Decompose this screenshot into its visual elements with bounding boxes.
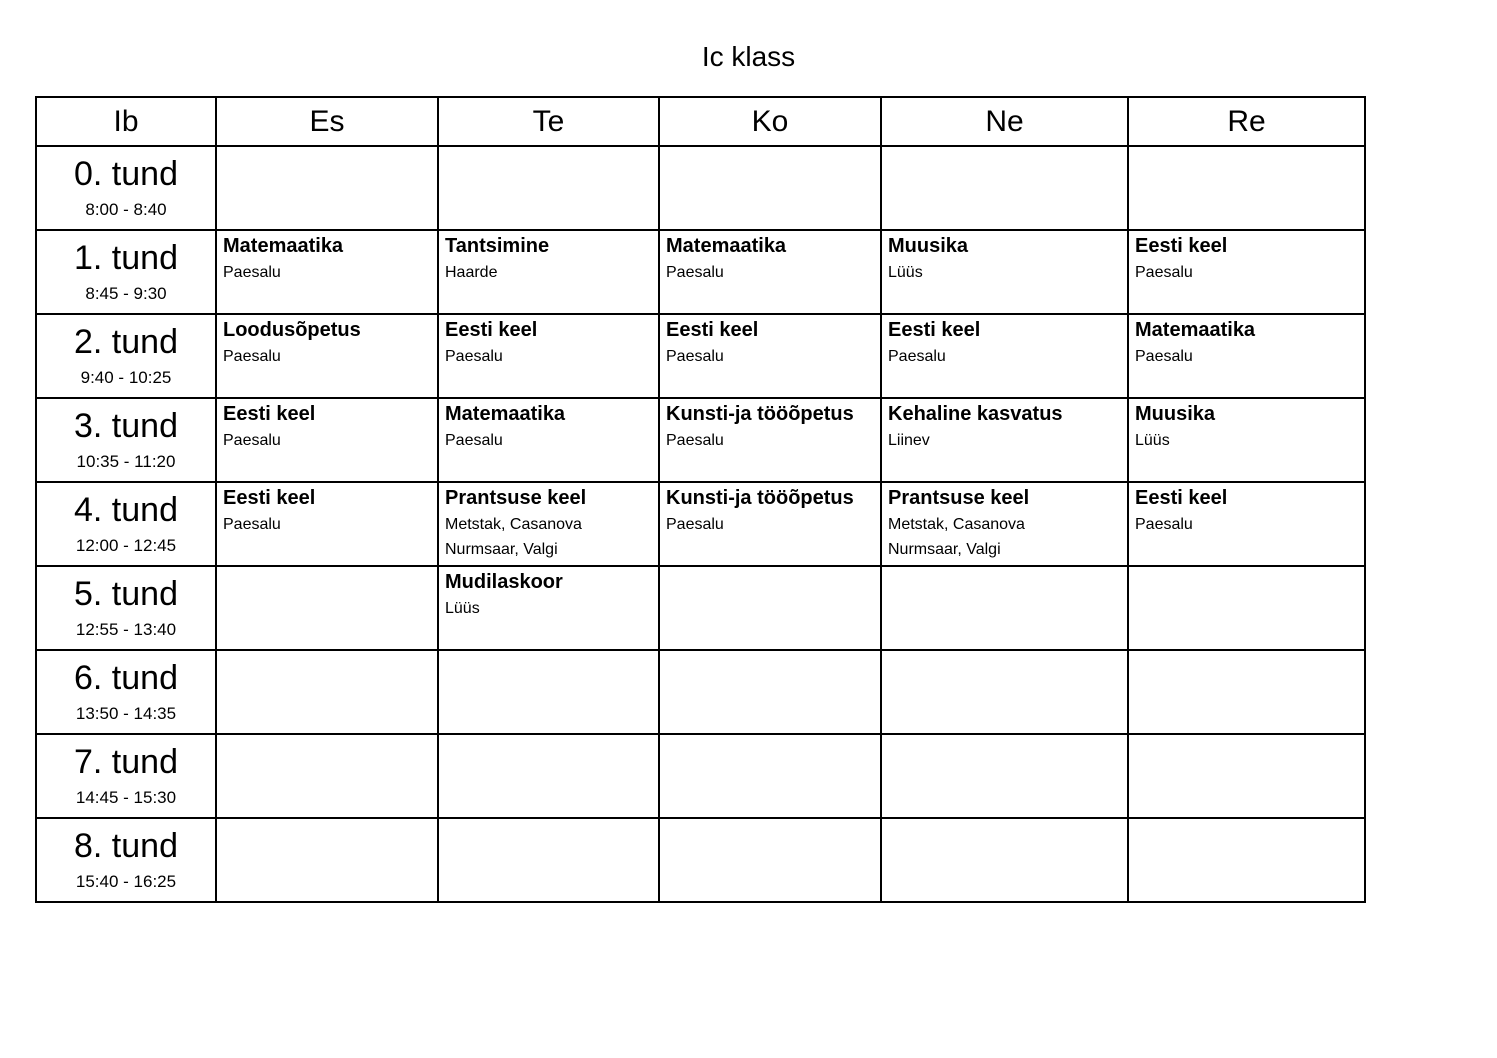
teacher-name: Nurmsaar, Valgi [445, 541, 558, 558]
period-time: 12:00 - 12:45 [75, 536, 177, 555]
period-cell [36, 398, 216, 482]
lesson-cell [881, 650, 1128, 734]
lesson-cell [881, 482, 1128, 566]
lesson-cell [438, 818, 659, 902]
subject-name: Eesti keel [445, 319, 538, 341]
corner-header: Ib [36, 97, 216, 146]
lesson-cell [881, 398, 1128, 482]
lesson-cell [438, 230, 659, 314]
subject-name: Loodusõpetus [223, 319, 361, 341]
period-label: 8. tund [74, 827, 178, 865]
teacher-name: Metstak, Casanova [445, 516, 582, 533]
teacher-name: Paesalu [1135, 264, 1193, 281]
subject-name: Eesti keel [223, 403, 316, 425]
lesson-cell [216, 398, 438, 482]
timetable-row [36, 650, 1365, 734]
lesson-cell [881, 734, 1128, 818]
period-time: 13:50 - 14:35 [75, 704, 177, 723]
teacher-name: Paesalu [666, 264, 724, 281]
lesson-cell [216, 818, 438, 902]
lesson-cell [216, 230, 438, 314]
teacher-name: Paesalu [1135, 348, 1193, 365]
lesson-cell [659, 230, 881, 314]
period-wrap [37, 231, 215, 311]
header-row [36, 97, 1365, 146]
subject-name: Matemaatika [1135, 319, 1256, 341]
subject-name: Eesti keel [888, 319, 981, 341]
subject-name: Muusika [888, 235, 969, 257]
lesson-cell [1128, 566, 1365, 650]
period-wrap [37, 147, 215, 227]
timetable-row [36, 398, 1365, 482]
teacher-name: Metstak, Casanova [888, 516, 1025, 533]
lesson-cell [216, 566, 438, 650]
subject-name: Muusika [1135, 403, 1216, 425]
timetable [35, 96, 1366, 903]
lesson-cell [881, 818, 1128, 902]
lesson-cell [881, 566, 1128, 650]
teacher-name: Paesalu [223, 432, 281, 449]
lesson-cell [1128, 314, 1365, 398]
lesson-cell [216, 146, 438, 230]
lesson-cell [881, 230, 1128, 314]
period-cell [36, 230, 216, 314]
lesson-cell [216, 650, 438, 734]
period-cell [36, 818, 216, 902]
period-wrap [37, 819, 215, 899]
period-cell [36, 734, 216, 818]
lesson-cell [659, 146, 881, 230]
subject-name: Mudilaskoor [445, 571, 563, 593]
lesson-cell [881, 146, 1128, 230]
timetable-row [36, 566, 1365, 650]
lesson-cell [1128, 734, 1365, 818]
period-wrap [37, 735, 215, 815]
teacher-name: Lüüs [1135, 432, 1170, 449]
lesson-cell [438, 314, 659, 398]
lesson-cell [216, 482, 438, 566]
period-time: 12:55 - 13:40 [75, 620, 177, 639]
day-header-ne: Ne [881, 97, 1128, 146]
day-header-ko: Ko [659, 97, 881, 146]
timetable-row [36, 230, 1365, 314]
lesson-cell [438, 146, 659, 230]
period-time: 8:00 - 8:40 [85, 200, 167, 219]
teacher-name: Paesalu [223, 516, 281, 533]
teacher-name: Paesalu [445, 432, 503, 449]
timetable-row [36, 314, 1365, 398]
period-cell [36, 146, 216, 230]
period-wrap [37, 315, 215, 395]
lesson-cell [1128, 482, 1365, 566]
lesson-cell [659, 566, 881, 650]
lesson-cell [1128, 146, 1365, 230]
teacher-name: Paesalu [223, 264, 281, 281]
lesson-cell [438, 398, 659, 482]
teacher-name: Paesalu [666, 516, 724, 533]
subject-name: Tantsimine [445, 235, 550, 257]
timetable-row [36, 818, 1365, 902]
teacher-name: Paesalu [888, 348, 946, 365]
period-time: 8:45 - 9:30 [85, 284, 167, 303]
subject-name: Matemaatika [666, 235, 787, 257]
subject-name: Kunsti-ja tööõpetus [666, 403, 854, 425]
period-time: 14:45 - 15:30 [75, 788, 177, 807]
day-header-re: Re [1128, 97, 1365, 146]
day-header-es: Es [216, 97, 438, 146]
subject-name: Kehaline kasvatus [888, 403, 1063, 425]
period-cell [36, 314, 216, 398]
lesson-cell [1128, 398, 1365, 482]
period-time: 9:40 - 10:25 [80, 368, 172, 387]
period-label: 5. tund [74, 575, 178, 613]
lesson-cell [659, 650, 881, 734]
timetable-row [36, 482, 1365, 566]
subject-name: Kunsti-ja tööõpetus [666, 487, 854, 509]
teacher-name: Lüüs [888, 264, 923, 281]
teacher-name: Lüüs [445, 600, 480, 617]
period-label: 0. tund [74, 155, 178, 193]
subject-name: Eesti keel [1135, 235, 1228, 257]
period-cell [36, 482, 216, 566]
lesson-cell [438, 482, 659, 566]
period-label: 2. tund [74, 323, 178, 361]
period-cell [36, 650, 216, 734]
teacher-name: Nurmsaar, Valgi [888, 541, 1001, 558]
lesson-cell [1128, 230, 1365, 314]
period-label: 6. tund [74, 659, 178, 697]
lesson-cell [659, 734, 881, 818]
period-label: 4. tund [74, 491, 178, 529]
subject-name: Eesti keel [666, 319, 759, 341]
period-time: 10:35 - 11:20 [76, 452, 176, 471]
lesson-cell [881, 314, 1128, 398]
teacher-name: Paesalu [666, 432, 724, 449]
period-wrap [37, 483, 215, 563]
period-wrap [37, 399, 215, 479]
page-title: Ic klass [701, 41, 796, 72]
lesson-cell [659, 398, 881, 482]
teacher-name: Paesalu [445, 348, 503, 365]
lesson-cell [438, 566, 659, 650]
subject-name: Eesti keel [223, 487, 316, 509]
period-wrap [37, 567, 215, 647]
period-time: 15:40 - 16:25 [75, 872, 177, 891]
period-wrap [37, 651, 215, 731]
period-label: 1. tund [74, 239, 178, 277]
teacher-name: Paesalu [223, 348, 281, 365]
period-label: 7. tund [74, 743, 178, 781]
period-label: 3. tund [74, 407, 178, 445]
lesson-cell [438, 650, 659, 734]
lesson-cell [216, 734, 438, 818]
lesson-cell [438, 734, 659, 818]
day-header-te: Te [438, 97, 659, 146]
lesson-cell [216, 314, 438, 398]
lesson-cell [659, 314, 881, 398]
teacher-name: Liinev [888, 432, 930, 449]
lesson-cell [659, 818, 881, 902]
teacher-name: Paesalu [1135, 516, 1193, 533]
period-cell [36, 566, 216, 650]
teacher-name: Haarde [445, 264, 498, 281]
subject-name: Eesti keel [1135, 487, 1228, 509]
subject-name: Prantsuse keel [445, 487, 587, 509]
subject-name: Matemaatika [445, 403, 566, 425]
lesson-cell [1128, 650, 1365, 734]
teacher-name: Paesalu [666, 348, 724, 365]
lesson-cell [1128, 818, 1365, 902]
timetable-row [36, 146, 1365, 230]
subject-name: Prantsuse keel [888, 487, 1030, 509]
subject-name: Matemaatika [223, 235, 344, 257]
timetable-row [36, 734, 1365, 818]
lesson-cell [659, 482, 881, 566]
